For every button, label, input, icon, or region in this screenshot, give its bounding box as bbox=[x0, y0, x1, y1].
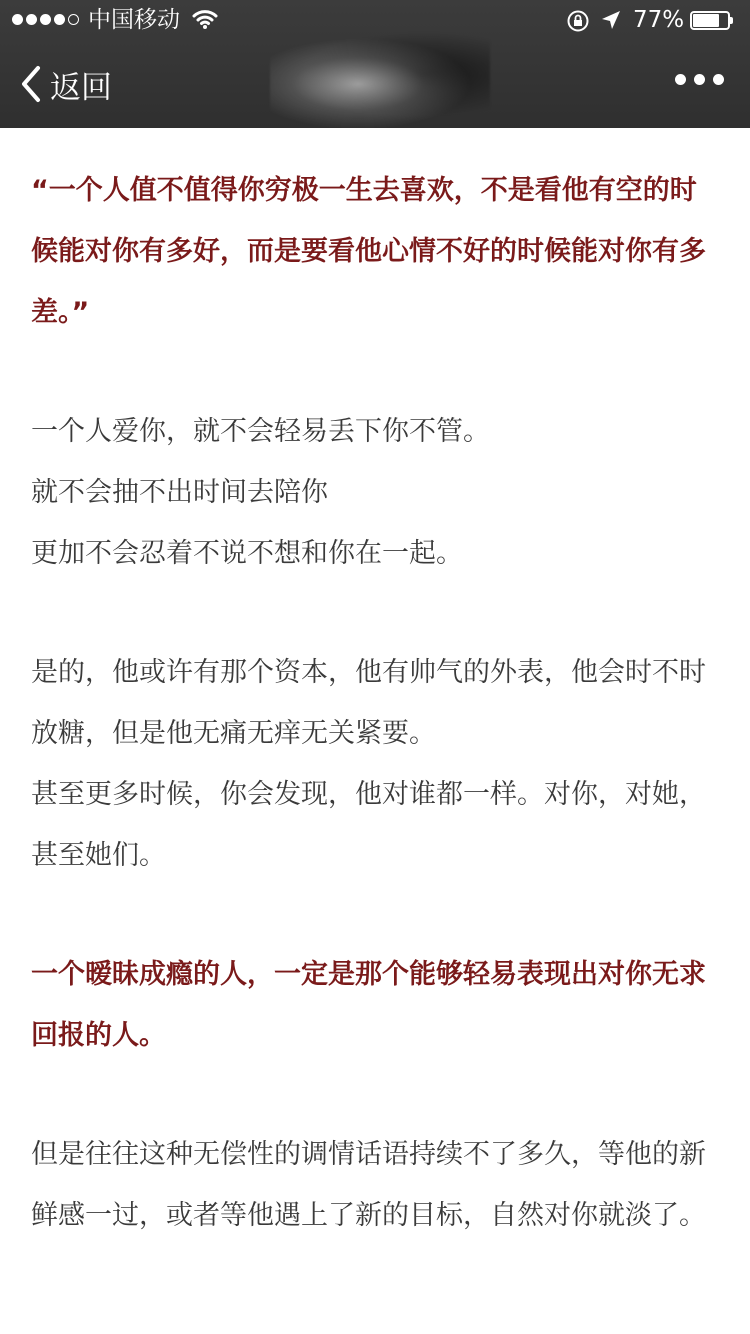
body-paragraph: 甚至更多时候，你会发现，他对谁都一样。对你，对她，甚至她们。 bbox=[31, 779, 706, 871]
body-paragraph: 更加不会忍着不说不想和你在一起。 bbox=[31, 538, 463, 569]
location-arrow-icon bbox=[600, 9, 622, 31]
battery-icon bbox=[690, 11, 734, 30]
battery-percentage: 77% bbox=[633, 7, 685, 33]
carrier-name: 中国移动 bbox=[88, 7, 180, 33]
more-dot bbox=[675, 74, 686, 85]
back-button[interactable] bbox=[18, 62, 112, 106]
article-content bbox=[31, 160, 721, 1246]
signal-strength-icon bbox=[12, 14, 79, 25]
signal-dot bbox=[68, 14, 79, 25]
body-paragraph: 就不会抽不出时间去陪你 bbox=[31, 477, 328, 508]
back-label: 返回 bbox=[50, 69, 112, 106]
signal-dot bbox=[40, 14, 51, 25]
nav-bar bbox=[0, 40, 750, 128]
signal-dot bbox=[12, 14, 23, 25]
body-paragraph: 是的，他或许有那个资本，他有帅气的外表，他会时不时放糖，但是他无痛无痒无关紧要。 bbox=[31, 657, 706, 749]
body-paragraph: 一个人爱你，就不会轻易丢下你不管。 bbox=[31, 416, 490, 447]
rotation-lock-icon bbox=[566, 9, 590, 33]
quote-paragraph: “一个人值不值得你穷极一生去喜欢，不是看他有空的时候能对你有多好，而是要看他心情不好的时候能对你有多差。” bbox=[31, 175, 706, 328]
top-bar bbox=[0, 0, 750, 128]
chevron-left-icon bbox=[18, 62, 44, 106]
emphasis-paragraph: 一个暧昧成瘾的人，一定是那个能够轻易表现出对你无求回报的人。 bbox=[31, 959, 706, 1051]
wifi-icon bbox=[192, 8, 218, 30]
signal-dot bbox=[26, 14, 37, 25]
more-options-button[interactable] bbox=[675, 74, 724, 85]
more-dot bbox=[713, 74, 724, 85]
more-dot bbox=[694, 74, 705, 85]
body-paragraph: 但是往往这种无偿性的调情话语持续不了多久，等他的新鲜感一过，或者等他遇上了新的目标，自然对你就淡了。 bbox=[31, 1139, 706, 1231]
signal-dot bbox=[54, 14, 65, 25]
status-bar bbox=[0, 0, 750, 40]
